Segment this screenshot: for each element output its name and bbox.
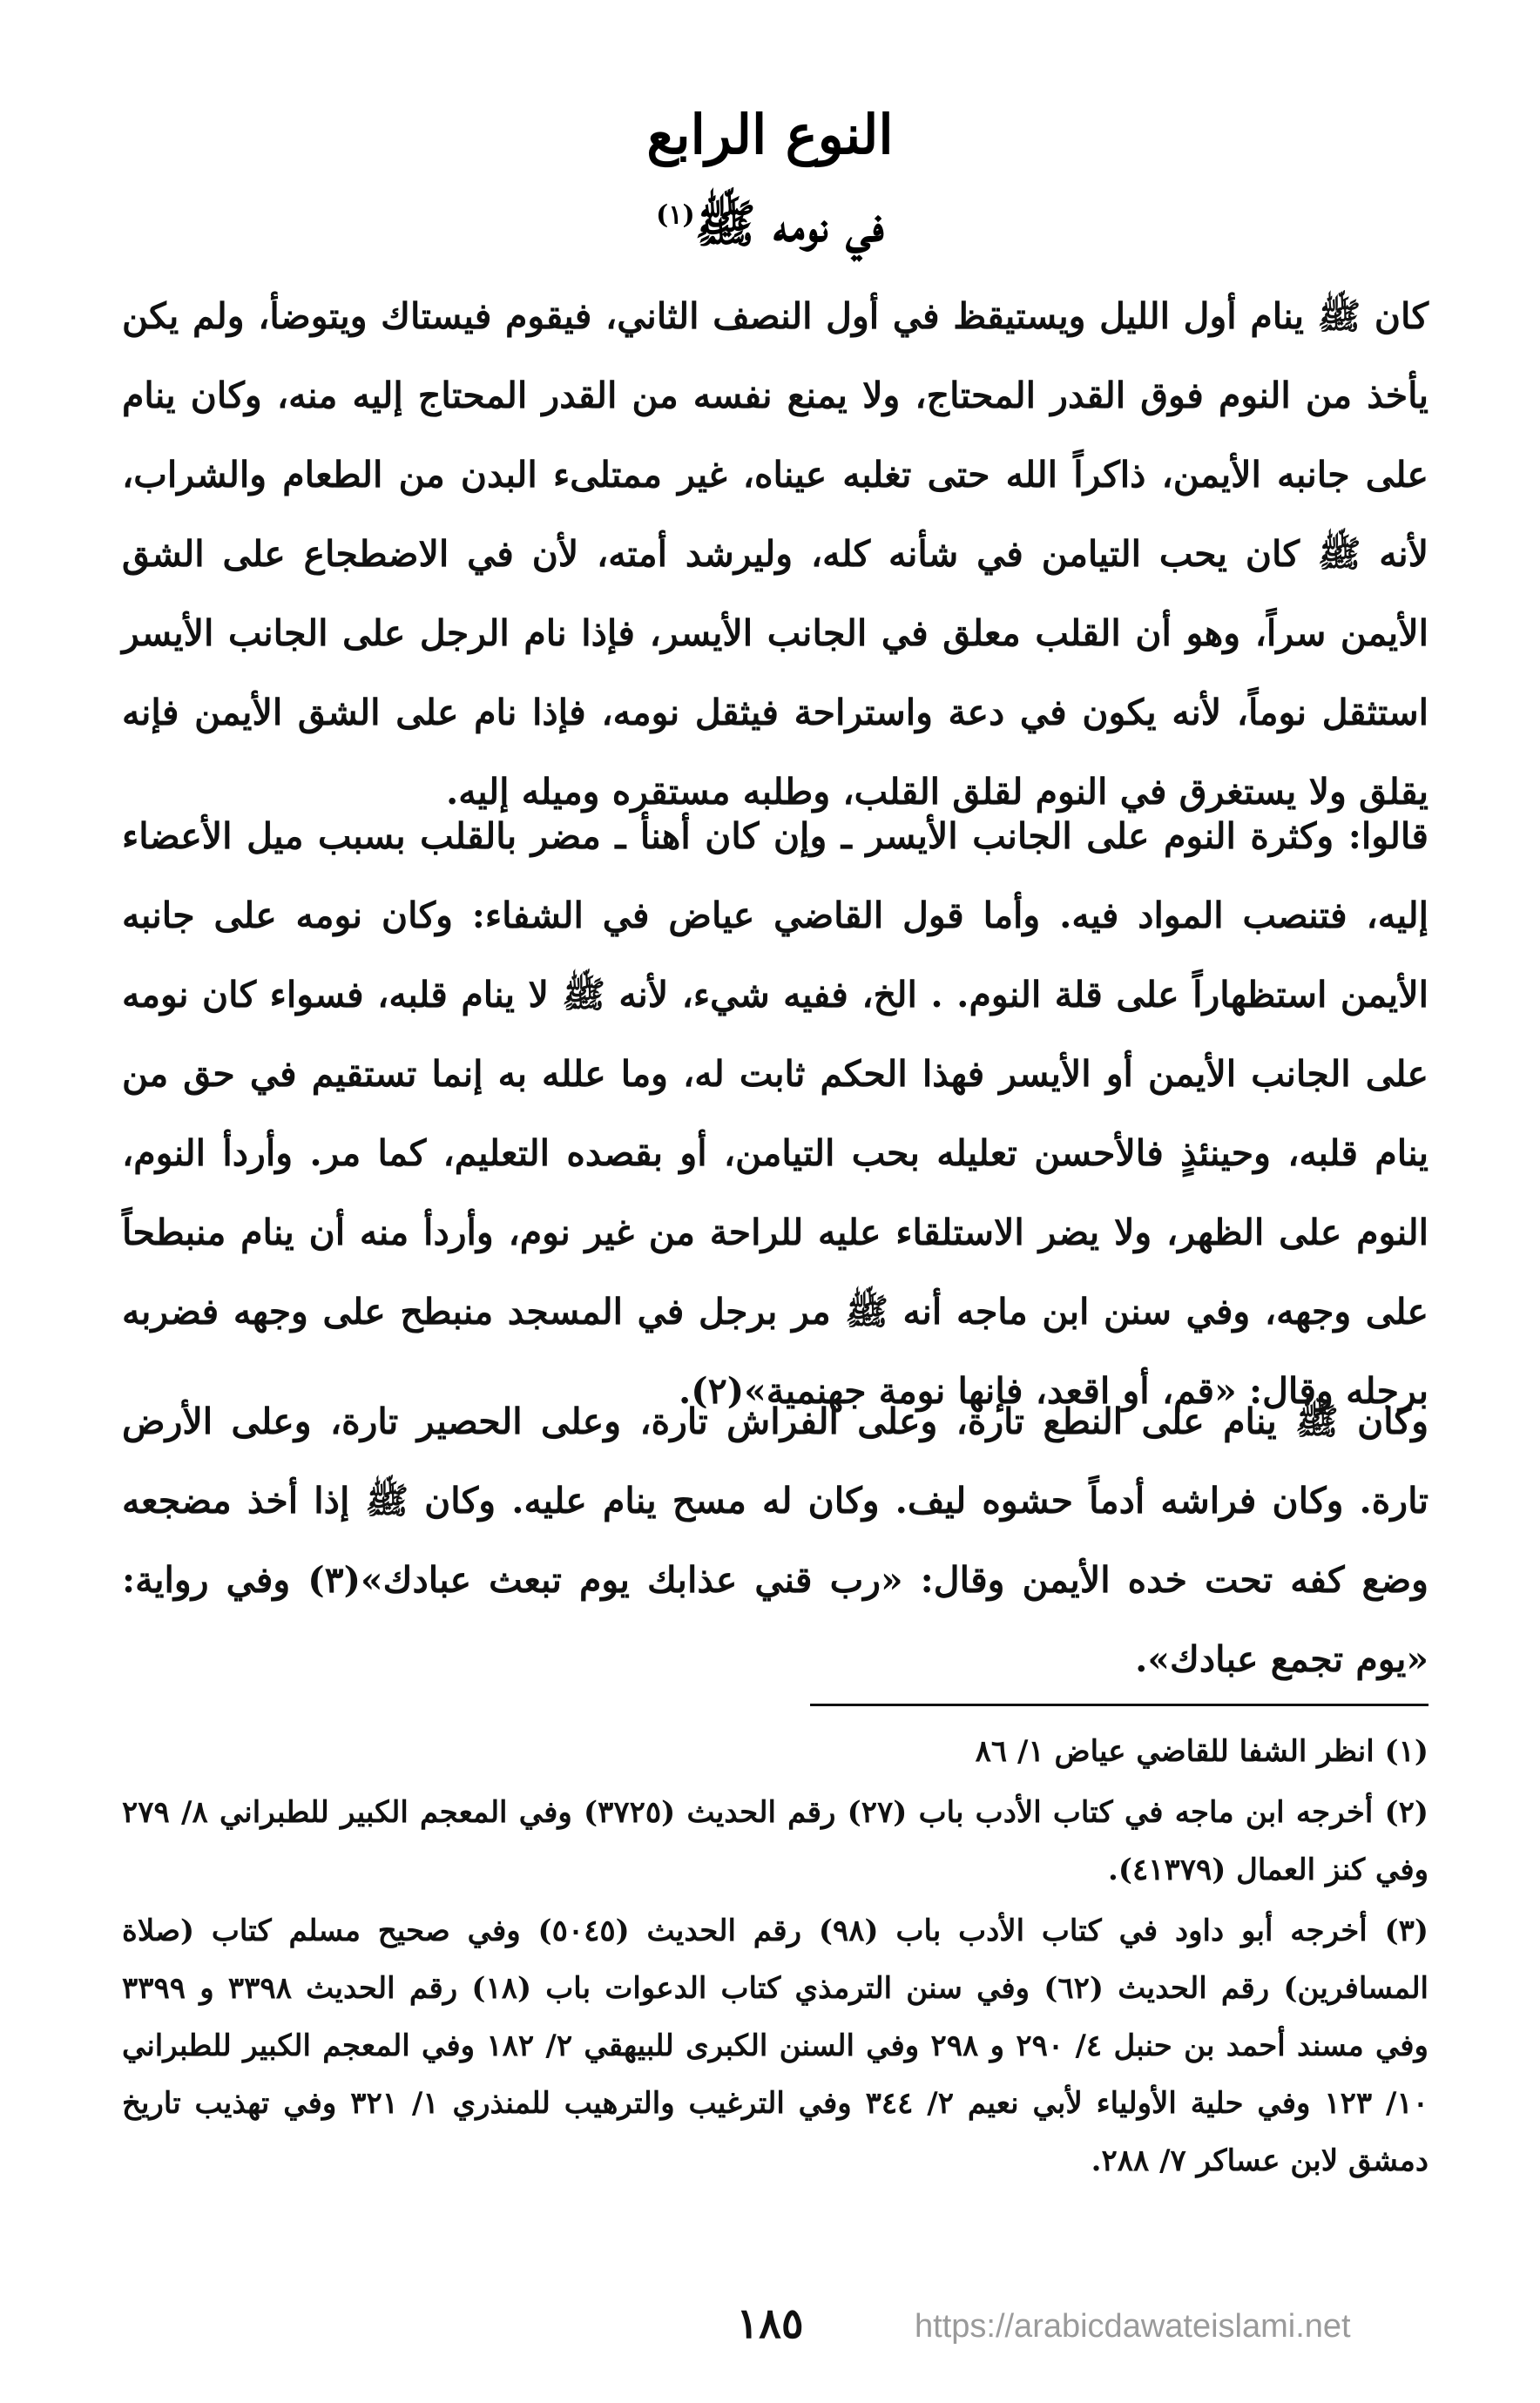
section-subtitle [0, 193, 1540, 267]
footnote-1: (١) انظر الشفا للقاضي عياض ١/ ٨٦ [975, 1734, 1429, 1769]
body-paragraph-1: كان ﷺ ينام أول الليل ويستيقظ في أول النصف الثاني، فيقوم فيستاك ويتوضأ، ولم يكن يأخذ من النوم فوق القدر المحتاج، ولا يمنع نفسه من القدر المحتاج إليه منه، وكان ينام على جانبه الأيمن، ذاكراً الله حتى تغلبه عيناه، غير ممتلىء البدن من الطعام والشراب، لأنه ﷺ كان يحب التيامن في شأنه كله، وليرشد أمته، لأن في الاضطجاع على الشق الأيمن سراً، وهو أن القلب معلق في الجانب الأيسر، فإذا نام الرجل على الجانب الأيسر استثقل نوماً، لأنه يكون في دعة واستراحة فيثقل نومه، فإذا نام على الشق الأيمن فإنه يقلق ولا يستغرق في النوم لقلق القلب، وطلبه مستقره وميله إليه. [122, 295, 1429, 813]
footnote-3: (٣) أخرجه أبو داود في كتاب الأدب باب (٩٨) رقم الحديث (٥٠٤٥) وفي صحيح مسلم كتاب (صلاة المسافرين) رقم الحديث (٦٢) وفي سنن الترمذي كتاب الدعوات باب (١٨) رقم الحديث ٣٣٩٨ و ٣٣٩٩ وفي مسند أحمد بن حنبل ٤/ ٢٩٠ و ٢٩٨ وفي السنن الكبرى للبيهقي ٢/ ١٨٢ وفي المعجم الكبير للطبراني ١٠/ ١٢٣ وفي حلية الأولياء لأبي نعيم ٢/ ٣٤٤ وفي الترغيب والترهيب للمنذري ١/ ٣٢١ وفي تهذيب تاريخ دمشق لابن عساكر ٧/ ٢٨٨. [122, 1914, 1429, 2178]
footnote-2: (٢) أخرجه ابن ماجه في كتاب الأدب باب (٢٧) رقم الحديث (٣٧٢٥) وفي المعجم الكبير للطبراني ٨/ ٢٧٩ وفي كنز العمال (٤١٣٧٩). [122, 1795, 1429, 1887]
subtitle-text: في نومه ﷺ [694, 194, 884, 253]
chapter-title: النوع الرابع [646, 103, 894, 166]
body-paragraph-2: قالوا: وكثرة النوم على الجانب الأيسر ـ وإن كان أهنأ ـ مضر بالقلب بسبب ميل الأعضاء إليه، فتنصب المواد فيه. وأما قول القاضي عياض في الشفاء: وكان نومه على جانبه الأيمن استظهاراً على قلة النوم. . الخ، ففيه شيء، لأنه ﷺ لا ينام قلبه، فسواء كان نومه على الجانب الأيمن أو الأيسر فهذا الحكم ثابت له، وما علله به إنما تستقيم في حق من ينام قلبه، وحينئذٍ فالأحسن تعليله بحب التيامن، أو بقصده التعليم، كما مر. وأردأ النوم، النوم على الظهر، ولا يضر الاستلقاء عليه للراحة من غير نوم، وأردأ منه أن ينام منبطحاً على وجهه، وفي سنن ابن ماجه أنه ﷺ مر برجل في المسجد منبطح على وجهه فضربه برجله وقال: «قم، أو اقعد، فإنها نومة جهنمية»(٢). [122, 815, 1429, 1412]
footnote-divider [810, 1704, 1429, 1706]
footnote-marker: (١) [656, 199, 695, 231]
page-number: ١٨٥ [736, 2299, 804, 2348]
body-paragraph-3: وكان ﷺ ينام على النطع تارة، وعلى الفراش تارة، وعلى الحصير تارة، وعلى الأرض تارة. وكان فراشه أدماً حشوه ليف. وكان له مسح ينام عليه. وكان ﷺ إذا أخذ مضجعه وضع كفه تحت خده الأيمن وقال: «رب قني عذابك يوم تبعث عبادك»(٣) وفي رواية: «يوم تجمع عبادك». [122, 1401, 1429, 1680]
footnotes [122, 1723, 1429, 2193]
watermark-url: https://arabicdawateislami.net [915, 2308, 1351, 2345]
